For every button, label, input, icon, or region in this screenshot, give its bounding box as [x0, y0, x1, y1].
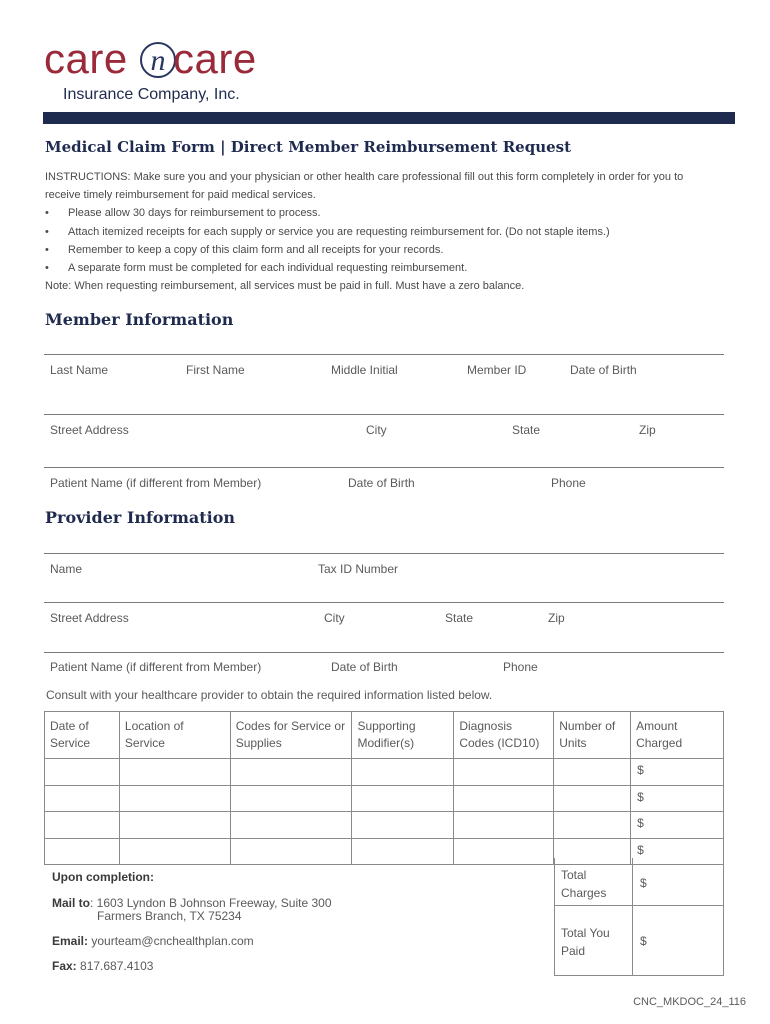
logo-mark-letter: n: [150, 44, 166, 77]
cell-diagnosis[interactable]: [454, 812, 554, 839]
member-phone-field[interactable]: Phone: [551, 476, 586, 490]
claims-header-row: [45, 712, 724, 759]
provider-patient-name-field[interactable]: Patient Name (if different from Member): [50, 660, 262, 674]
mail-label: Mail to: [52, 896, 90, 910]
member-last-name-field[interactable]: Last Name: [50, 363, 109, 377]
cell-amount[interactable]: $: [631, 838, 724, 865]
totals-box: [554, 858, 724, 976]
total-charges-row: [555, 858, 723, 906]
cell-date[interactable]: [45, 812, 120, 839]
cell-date[interactable]: [45, 759, 120, 786]
provider-city-field[interactable]: City: [324, 611, 345, 625]
cell-location[interactable]: [119, 759, 230, 786]
col-header-units: Number of Units: [554, 712, 631, 759]
logo-word-right: care: [173, 35, 257, 82]
total-charges-field[interactable]: $: [640, 876, 647, 890]
section-rule: [44, 414, 724, 415]
instructions: [45, 168, 735, 295]
member-patient-name-field[interactable]: Patient Name (if different from Member): [50, 476, 262, 490]
col-header-modifiers: Supporting Modifier(s): [352, 712, 454, 759]
table-row: [45, 759, 724, 786]
instructions-note: Note: When requesting reimbursement, all services must be paid in full. Must have a zero balance.: [45, 280, 525, 293]
form-title: Medical Claim Form | Direct Member Reimbursement Request: [45, 138, 572, 156]
cell-modifiers[interactable]: [352, 759, 454, 786]
cell-diagnosis[interactable]: [454, 759, 554, 786]
fax-number: 817.687.4103: [80, 959, 154, 973]
section-rule: [44, 602, 724, 603]
logo-subtitle: Insurance Company, Inc.: [63, 86, 240, 103]
cell-units[interactable]: [554, 759, 631, 786]
cell-diagnosis[interactable]: [454, 785, 554, 812]
member-info-heading: Member Information: [45, 310, 234, 329]
section-rule: [44, 553, 724, 554]
cell-date[interactable]: [45, 785, 120, 812]
document-id: CNC_MKDOC_24_116: [633, 996, 746, 1008]
fax-line: [52, 959, 153, 973]
member-patient-dob-field[interactable]: Date of Birth: [348, 476, 415, 490]
provider-patient-dob-field[interactable]: Date of Birth: [331, 660, 398, 674]
cell-date[interactable]: [45, 838, 120, 865]
provider-info-heading: Provider Information: [45, 508, 236, 527]
cell-units[interactable]: [554, 812, 631, 839]
provider-street-field[interactable]: Street Address: [50, 611, 129, 625]
cell-amount[interactable]: $: [631, 785, 724, 812]
instruction-bullet: • A separate form must be completed for each individual requesting reimbursement.: [45, 262, 468, 275]
cell-codes[interactable]: [230, 838, 352, 865]
table-row: [45, 785, 724, 812]
header-divider-bar: [43, 112, 735, 124]
cell-amount[interactable]: $: [631, 759, 724, 786]
instructions-line: receive timely reimbursement for paid medical services.: [45, 189, 316, 202]
instruction-bullet: • Please allow 30 days for reimbursement to process.: [45, 207, 321, 220]
col-header-diagnosis: Diagnosis Codes (ICD10): [454, 712, 554, 759]
email-line: [52, 934, 254, 948]
cell-units[interactable]: [554, 785, 631, 812]
cell-modifiers[interactable]: [352, 838, 454, 865]
cell-amount[interactable]: $: [631, 812, 724, 839]
member-dob-field[interactable]: Date of Birth: [570, 363, 637, 377]
mail-address-line2: Farmers Branch, TX 75234: [97, 909, 242, 923]
cell-codes[interactable]: [230, 785, 352, 812]
logo-circle-mark: [140, 42, 176, 78]
section-rule: [44, 354, 724, 355]
mail-to: [52, 896, 332, 910]
fax-label: Fax:: [52, 959, 77, 973]
member-city-field[interactable]: City: [366, 423, 387, 437]
col-header-location: Location of Service: [119, 712, 230, 759]
provider-phone-field[interactable]: Phone: [503, 660, 538, 674]
logo-word-left: care: [44, 35, 128, 82]
cell-modifiers[interactable]: [352, 812, 454, 839]
provider-tax-id-field[interactable]: Tax ID Number: [318, 562, 399, 576]
cell-modifiers[interactable]: [352, 785, 454, 812]
section-rule: [44, 467, 724, 468]
member-state-field[interactable]: State: [512, 423, 541, 437]
total-paid-field[interactable]: $: [640, 934, 647, 948]
member-first-name-field[interactable]: First Name: [186, 363, 245, 377]
completion-title: Upon completion:: [52, 870, 154, 884]
email-link[interactable]: yourteam@cnchealthplan.com: [91, 934, 254, 948]
member-street-field[interactable]: Street Address: [50, 423, 129, 437]
cell-location[interactable]: [119, 812, 230, 839]
instruction-bullet: • Remember to keep a copy of this claim form and all receipts for your records.: [45, 243, 444, 256]
total-charges-label: Total Charges: [561, 868, 607, 900]
claims-table: [44, 711, 724, 865]
member-id-field[interactable]: Member ID: [467, 363, 527, 377]
instruction-bullet: • Attach itemized receipts for each supply or service you are requesting reimbursement for. (Do not staple items.): [45, 225, 610, 238]
cell-codes[interactable]: [230, 759, 352, 786]
table-row: [45, 812, 724, 839]
instructions-line: INSTRUCTIONS: Make sure you and your physician or other health care professional fill out this form completely in order for you to: [45, 171, 684, 183]
total-paid-label: Total You Paid: [561, 926, 610, 958]
total-paid-row: [555, 906, 723, 975]
cell-location[interactable]: [119, 785, 230, 812]
col-header-codes: Codes for Service or Supplies: [230, 712, 352, 759]
member-middle-initial-field[interactable]: Middle Initial: [331, 363, 398, 377]
email-label: Email:: [52, 934, 89, 948]
col-header-amount: Amount Charged: [631, 712, 724, 759]
member-zip-field[interactable]: Zip: [639, 423, 656, 437]
provider-name-field[interactable]: Name: [50, 562, 83, 576]
cell-diagnosis[interactable]: [454, 838, 554, 865]
col-header-date-of-service: Date of Service: [45, 712, 120, 759]
cell-codes[interactable]: [230, 812, 352, 839]
cell-location[interactable]: [119, 838, 230, 865]
section-rule: [44, 652, 724, 653]
provider-zip-field[interactable]: Zip: [548, 611, 565, 625]
claims-note: Consult with your healthcare provider to obtain the required information listed below.: [46, 688, 493, 702]
provider-state-field[interactable]: State: [445, 611, 474, 625]
mail-address-line1: : 1603 Lyndon B Johnson Freeway, Suite 300: [90, 896, 332, 910]
company-logo: [44, 36, 274, 110]
